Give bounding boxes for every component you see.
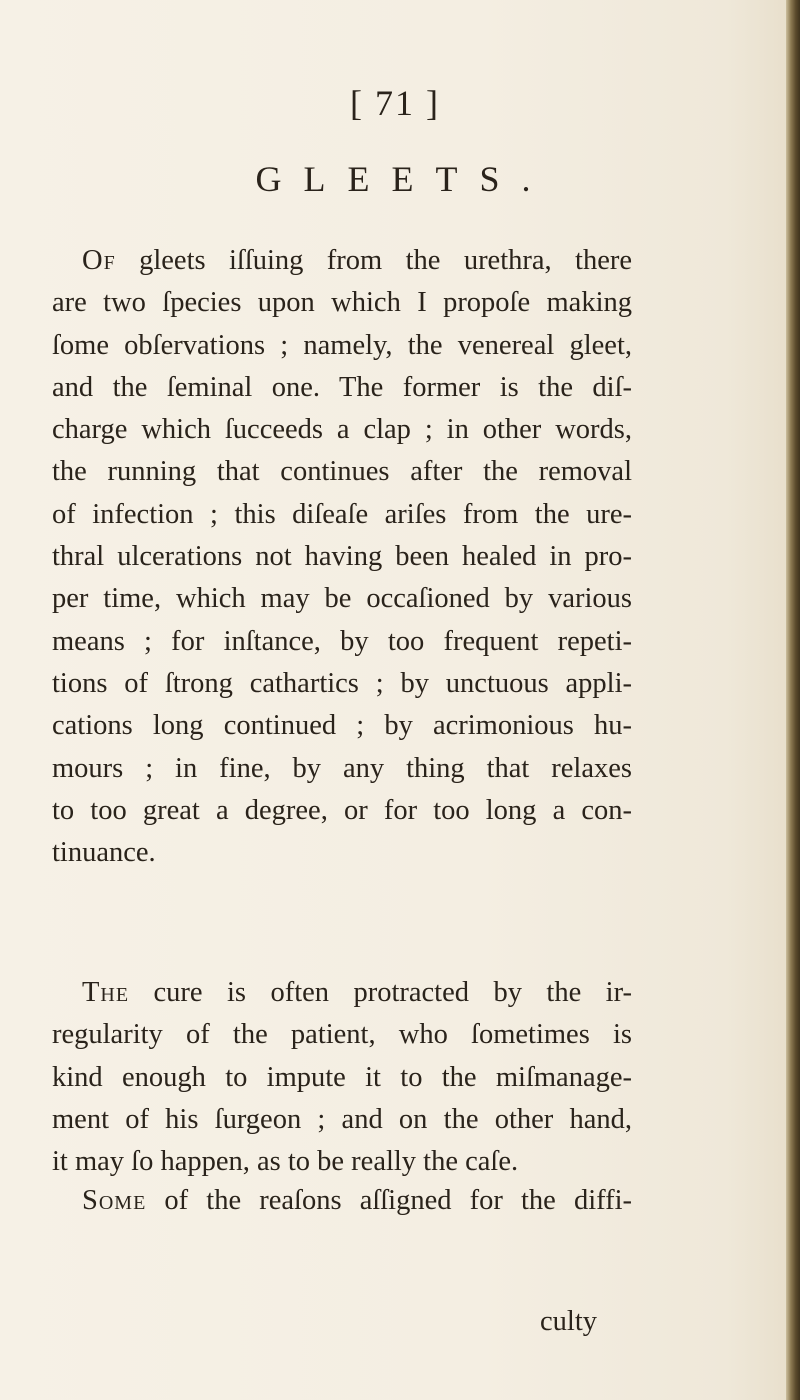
paragraph-lead-word: Some [82,1185,147,1216]
paragraph-line: per time, which may be occaſioned by various [52,583,632,615]
book-binding-edge [786,0,800,1400]
paragraph-line: tions of ſtrong cathartics ; by unctuous appli- [52,667,632,699]
catchword: culty [540,1306,597,1337]
paragraph-lead-word: The [82,977,130,1008]
paragraph-line: Of gleets iſſuing from the urethra, there [82,245,632,276]
paragraph-line: ment of his ſurgeon ; and on the other hand, [52,1103,632,1135]
paragraph-line: of infection ; this diſeaſe ariſes from the ure- [52,498,632,530]
paragraph-line: kind enough to impute it to the miſmanage- [52,1061,632,1093]
paragraph-line: ſome obſervations ; namely, the venereal gleet, [52,329,632,361]
paragraph-reasons [52,1180,632,1222]
paragraph-line: cations long continued ; by acrimonious hu- [52,710,632,742]
paragraph-lead-word: Of [82,245,116,276]
chapter-title: GLEETS. [255,159,553,199]
paragraph-line: the running that continues after the removal [52,456,632,488]
paragraph-gleet-species [52,240,632,874]
paragraph-line: Some of the reaſons aſſigned for the diffi- [82,1185,632,1216]
paragraph-line: are two ſpecies upon which I propoſe making [52,287,632,319]
paragraph-line: The cure is often protracted by the ir- [82,977,632,1008]
paragraph-line: thral ulcerations not having been healed in pro- [52,541,632,573]
paragraph-line: means ; for inſtance, by too frequent repeti- [52,625,632,657]
paragraph-cure [52,972,632,1183]
paragraph-line: tinuance. [52,837,156,869]
paragraph-line: it may ſo happen, as to be really the caſe. [52,1146,519,1178]
paragraph-line: regularity of the patient, who ſometimes is [52,1019,632,1051]
paragraph-line: charge which ſucceeds a clap ; in other words, [52,414,632,446]
paragraph-line: mours ; in fine, by any thing that relaxes [52,752,632,784]
paragraph-line: to too great a degree, or for too long a con- [52,794,632,826]
paragraph-line: and the ſeminal one. The former is the diſ- [52,371,632,403]
page-number: [ 71 ] [350,83,440,123]
